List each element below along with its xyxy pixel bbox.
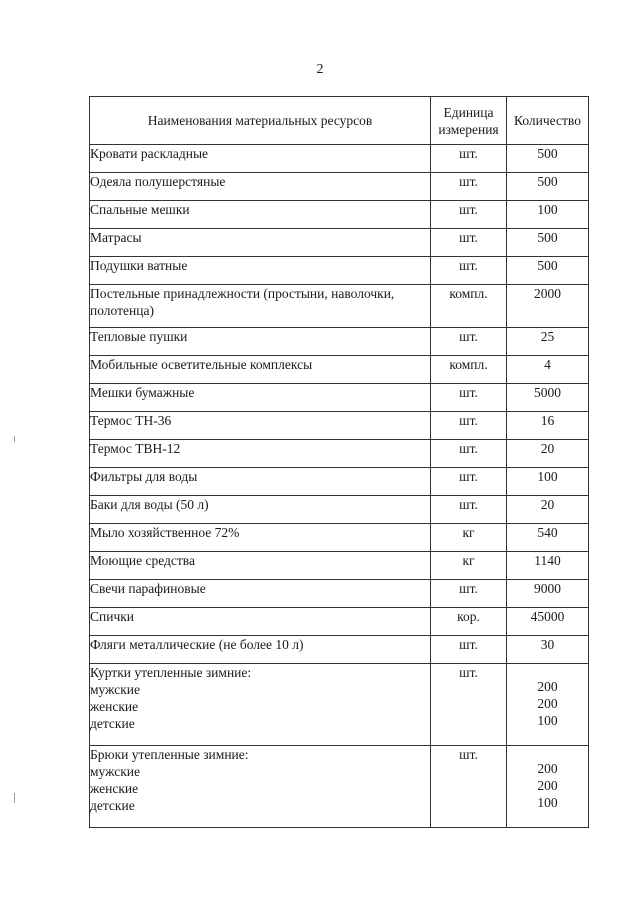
row-name: Постельные принадлежности (простыни, наволочки, полотенца): [90, 285, 431, 328]
row-unit: шт.: [431, 201, 507, 229]
jackets-item-label: женские: [90, 699, 139, 714]
row-quantity: 2000: [507, 285, 589, 328]
trousers-item-label: женские: [90, 781, 139, 796]
trousers-item-label: детские: [90, 798, 135, 813]
jackets-quantities: [507, 664, 588, 729]
table-row: [90, 356, 589, 384]
header-name: Наименования материальных ресурсов: [90, 97, 431, 145]
jackets-item-label: мужские: [90, 682, 140, 697]
trousers-item-quantity: 100: [537, 795, 558, 810]
trousers-quantity-cell: [507, 746, 589, 828]
row-unit: кор.: [431, 608, 507, 636]
table-row: [90, 552, 589, 580]
table-row: [90, 384, 589, 412]
table-row: [90, 285, 589, 328]
row-name: Спички: [90, 608, 431, 636]
trousers-unit: шт.: [431, 746, 507, 828]
row-unit: шт.: [431, 229, 507, 257]
trousers-item-quantity: 200: [537, 761, 558, 776]
row-unit: шт.: [431, 412, 507, 440]
row-name: Кровати раскладные: [90, 145, 431, 173]
table-row: [90, 412, 589, 440]
row-name: Подушки ватные: [90, 257, 431, 285]
row-quantity: 100: [507, 468, 589, 496]
row-quantity: 500: [507, 145, 589, 173]
row-unit: шт.: [431, 173, 507, 201]
scan-margin-mark: [14, 793, 15, 803]
row-name: Мобильные осветительные комплексы: [90, 356, 431, 384]
row-name: Мыло хозяйственное 72%: [90, 524, 431, 552]
row-unit: компл.: [431, 356, 507, 384]
row-unit: шт.: [431, 496, 507, 524]
row-unit: шт.: [431, 145, 507, 173]
row-quantity: 20: [507, 496, 589, 524]
row-quantity: 25: [507, 328, 589, 356]
row-name: Одеяла полушерстяные: [90, 173, 431, 201]
table-row: [90, 229, 589, 257]
jackets-item-label: детские: [90, 716, 135, 731]
row-name: Моющие средства: [90, 552, 431, 580]
table-row: [90, 496, 589, 524]
table-row: [90, 440, 589, 468]
jackets-title: Куртки утепленные зимние:: [90, 665, 252, 680]
row-quantity: 4: [507, 356, 589, 384]
row-name: Матрасы: [90, 229, 431, 257]
row-quantity: 500: [507, 229, 589, 257]
trousers-item-quantity: 200: [537, 778, 558, 793]
table-row-trousers: [90, 746, 589, 828]
row-unit: шт.: [431, 328, 507, 356]
row-quantity: 16: [507, 412, 589, 440]
row-unit: шт.: [431, 636, 507, 664]
jackets-unit: шт.: [431, 664, 507, 746]
row-unit: шт.: [431, 384, 507, 412]
row-name: Баки для воды (50 л): [90, 496, 431, 524]
row-name: Фляги металлические (не более 10 л): [90, 636, 431, 664]
table-row: [90, 145, 589, 173]
trousers-item-label: мужские: [90, 764, 140, 779]
header-unit-line1: Единица: [443, 104, 494, 120]
table-row: [90, 636, 589, 664]
row-name: Мешки бумажные: [90, 384, 431, 412]
jackets-item-quantity: 200: [537, 696, 558, 711]
row-name: Спальные мешки: [90, 201, 431, 229]
row-quantity: 540: [507, 524, 589, 552]
row-quantity: 30: [507, 636, 589, 664]
header-unit: [431, 97, 507, 145]
row-quantity: 500: [507, 173, 589, 201]
trousers-quantities: [507, 746, 588, 811]
table-row: [90, 608, 589, 636]
row-quantity: 9000: [507, 580, 589, 608]
row-unit: шт.: [431, 257, 507, 285]
row-quantity: 20: [507, 440, 589, 468]
row-name: Свечи парафиновые: [90, 580, 431, 608]
jackets-name-cell: [90, 664, 431, 746]
scan-margin-mark: [14, 436, 15, 442]
row-quantity: 1140: [507, 552, 589, 580]
page-number: 2: [316, 62, 324, 77]
table-row: [90, 201, 589, 229]
trousers-name-cell: [90, 746, 431, 828]
row-quantity: 500: [507, 257, 589, 285]
table-row: [90, 468, 589, 496]
header-unit-line2: измерения: [438, 121, 499, 137]
row-name: Термос ТВН-12: [90, 440, 431, 468]
resources-table: [89, 96, 589, 828]
row-quantity: 5000: [507, 384, 589, 412]
row-unit: компл.: [431, 285, 507, 328]
table-row: [90, 580, 589, 608]
row-name: Термос ТН-36: [90, 412, 431, 440]
row-unit: кг: [431, 524, 507, 552]
table-row: [90, 257, 589, 285]
row-unit: шт.: [431, 580, 507, 608]
trousers-title: Брюки утепленные зимние:: [90, 747, 249, 762]
jackets-item-quantity: 100: [537, 713, 558, 728]
row-quantity: 100: [507, 201, 589, 229]
row-name: Тепловые пушки: [90, 328, 431, 356]
jackets-quantity-cell: [507, 664, 589, 746]
jackets-item-quantity: 200: [537, 679, 558, 694]
row-name: Фильтры для воды: [90, 468, 431, 496]
row-unit: кг: [431, 552, 507, 580]
header-quantity: Количество: [507, 97, 589, 145]
table-row: [90, 524, 589, 552]
table-row: [90, 173, 589, 201]
table-header-row: [90, 97, 589, 145]
row-unit: шт.: [431, 440, 507, 468]
table-row-jackets: [90, 664, 589, 746]
row-quantity: 45000: [507, 608, 589, 636]
table-row: [90, 328, 589, 356]
row-unit: шт.: [431, 468, 507, 496]
